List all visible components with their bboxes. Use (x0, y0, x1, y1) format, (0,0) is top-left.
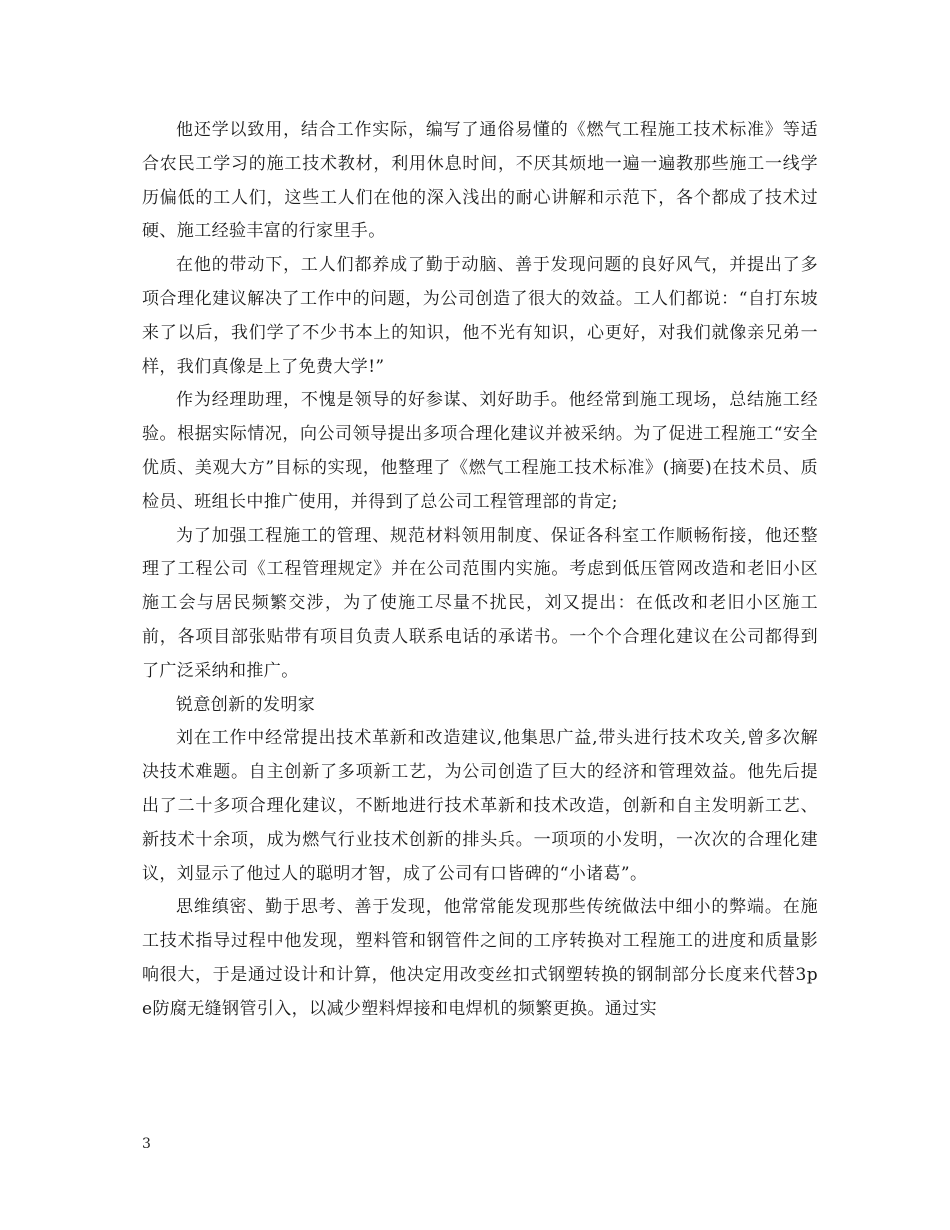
paragraph-3: 作为经理助理，不愧是领导的好参谋、刘好助手。他经常到施工现场，总结施工经验。根据实际情况，向公司领导提出多项合理化建议并被采纳。为了促进工程施工“安全优质、美观大方”目标的实现，他整理了《燃气工程施工技术标准》(摘要)在技术员、质检员、班组长中推广使用，并得到了总公司工程管理部的肯定; (142, 390, 818, 512)
paragraph-6: 思维缜密、勤于思考、善于发现，他常常能发现那些传统做法中细小的弊端。在施工技术指导过程中他发现，塑料管和钢管件之间的工序转换对工程施工的进度和质量影响很大，于是通过设计和计算，他决定用改变丝扣式钢塑转换的钢制部分长度来代替3pe防腐无缝钢管引入，以减少塑料焊接和电焊机的频繁更换。通过实 (142, 897, 818, 1019)
paragraph-1: 他还学以致用，结合工作实际，编写了通俗易懂的《燃气工程施工技术标准》等适合农民工学习的施工技术教材，利用休息时间，不厌其烦地一遍一遍教那些施工一线学历偏低的工人们，这些工人们在他的深入浅出的耐心讲解和示范下，各个都成了技术过硬、施工经验丰富的行家里手。 (142, 120, 818, 242)
page-number: 3 (142, 1136, 151, 1152)
document-body (142, 114, 818, 1027)
paragraph-5: 刘在工作中经常提出技术革新和改造建议,他集思广益,带头进行技术攻关,曾多次解决技术难题。自主创新了多项新工艺，为公司创造了巨大的经济和管理效益。他先后提出了二十多项合理化建议，不断地进行技术革新和技术改造，创新和自主发明新工艺、新技术十余项，成为燃气行业技术创新的排头兵。一项项的小发明，一次次的合理化建议，刘显示了他过人的聪明才智，成了公司有口皆碑的“小诸葛”。 (142, 728, 818, 884)
section-heading: 锐意创新的发明家 (176, 694, 316, 715)
paragraph-2: 在他的带动下，工人们都养成了勤于动脑、善于发现问题的良好风气，并提出了多项合理化建议解决了工作中的问题，为公司创造了很大的效益。工人们都说：“自打东坡来了以后，我们学了不少书本上的知识，他不光有知识，心更好，对我们就像亲兄弟一样，我们真像是上了免费大学!” (142, 255, 818, 377)
paragraph-4: 为了加强工程施工的管理、规范材料领用制度、保证各科室工作顺畅衔接，他还整理了工程公司《工程管理规定》并在公司范围内实施。考虑到低压管网改造和老旧小区施工会与居民频繁交涉，为了使施工尽量不扰民，刘又提出：在低改和老旧小区施工前，各项目部张贴带有项目负责人联系电话的承诺书。一个个合理化建议在公司都得到了广泛采纳和推广。 (142, 525, 818, 681)
